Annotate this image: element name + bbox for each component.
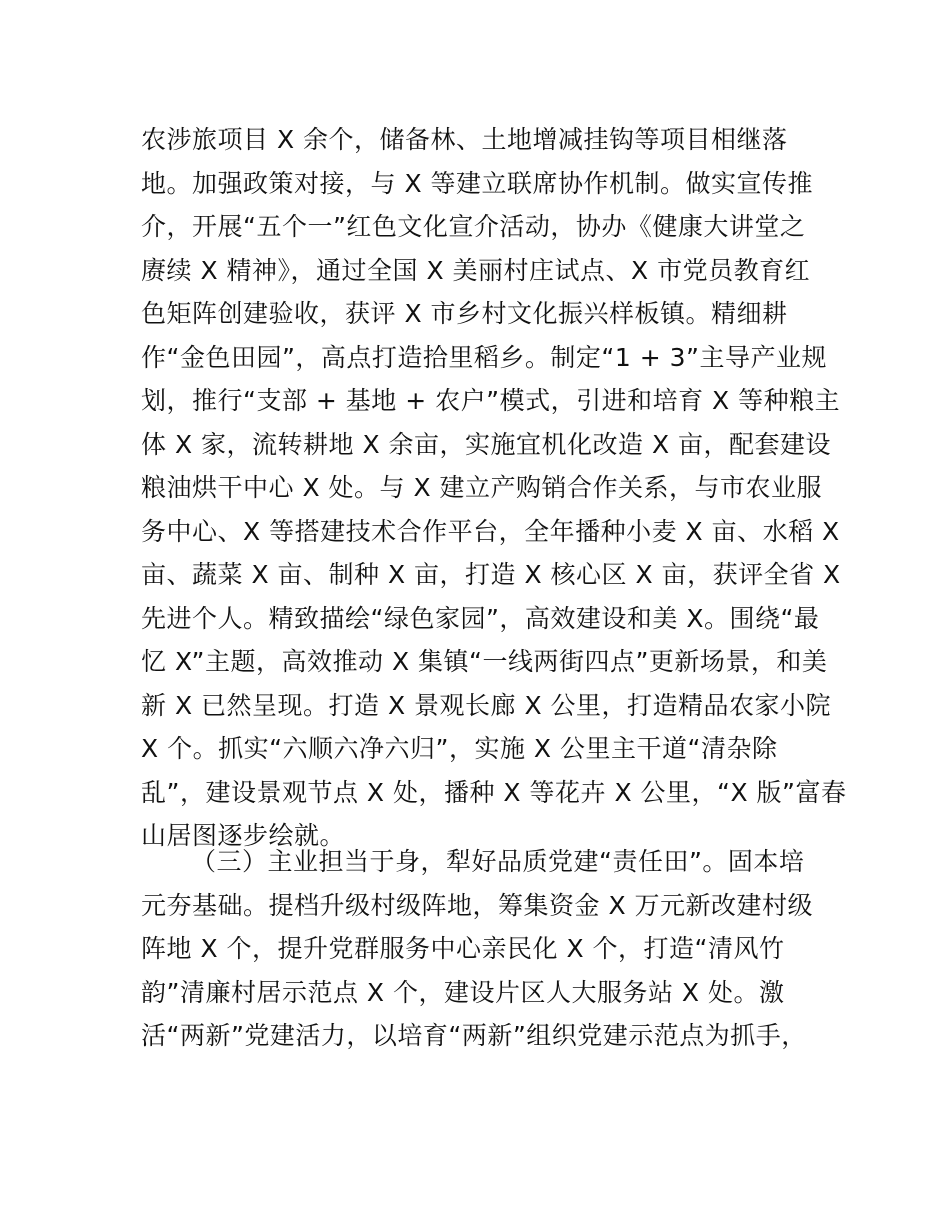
text-line: 赓续 X 精神》，通过全国 X 美丽村庄试点、X 市党员教育红 [141, 255, 811, 285]
text-line: 元夯基础。提档升级村级阵地，筹集资金 X 万元新改建村级 [141, 890, 814, 920]
text-line: X 个。抓实“六顺六净六归”，实施 X 公里主干道“清杂除 [141, 734, 778, 763]
text-line: 作“金色田园”，高点打造拾里稻乡。制定“1 + 3”主导产业规 [141, 342, 827, 372]
text-line: 色矩阵创建验收，获评 X 市乡村文化振兴样板镇。精细耕 [141, 299, 788, 328]
paragraph-body-1 [141, 118, 847, 858]
text-line: 乱”，建设景观节点 X 处，播种 X 等花卉 X 公里，“X 版”富春 [141, 777, 847, 807]
text-line: 新 X 已然呈现。打造 X 景观长廊 X 公里，打造精品农家小院 [141, 690, 832, 720]
text-line: 山居图逐步绘就。 [141, 821, 346, 850]
section-heading-line: （三）主业担当于身，犁好品质党建“责任田”。固本培 [191, 847, 805, 876]
paragraph-section-3 [141, 840, 821, 1058]
text-line: 介，开展“五个一”红色文化宣介活动，协办《健康大讲堂之 [141, 212, 806, 241]
text-line: 忆 X”主题，高效推动 X 集镇“一线两街四点”更新场景，和美 [141, 647, 828, 676]
text-line: 粮油烘干中心 X 处。与 X 建立产购销合作关系，与市农业服 [141, 473, 823, 502]
text-line: 亩、蔬菜 X 亩、制种 X 亩，打造 X 核心区 X 亩，获评全省 X [141, 560, 841, 589]
text-line: 务中心、X 等搭建技术合作平台，全年播种小麦 X 亩、水稻 X [141, 516, 840, 546]
text-line: 阵地 X 个，提升党群服务中心亲民化 X 个，打造“清风竹 [141, 934, 785, 963]
text-line: 体 X 家，流转耕地 X 余亩，实施宜机化改造 X 亩，配套建设 [141, 429, 832, 459]
text-line: 韵”清廉村居示范点 X 个，建设片区人大服务站 X 处。激 [141, 977, 785, 1007]
text-line: 先进个人。精致描绘“绿色家园”，高效建设和美 X。围绕“最 [141, 603, 820, 633]
text-line: 划，推行“支部 + 基地 + 农户”模式，引进和培育 X 等种粮主 [141, 386, 841, 415]
text-line: 地。加强政策对接，与 X 等建立联席协作机制。做实宣传推 [141, 168, 814, 198]
text-line: 农涉旅项目 X 余个，储备林、土地增减挂钩等项目相继落 [141, 125, 788, 154]
text-line: 活“两新”党建活力，以培育“两新”组织党建示范点为抓手， [141, 1021, 807, 1050]
